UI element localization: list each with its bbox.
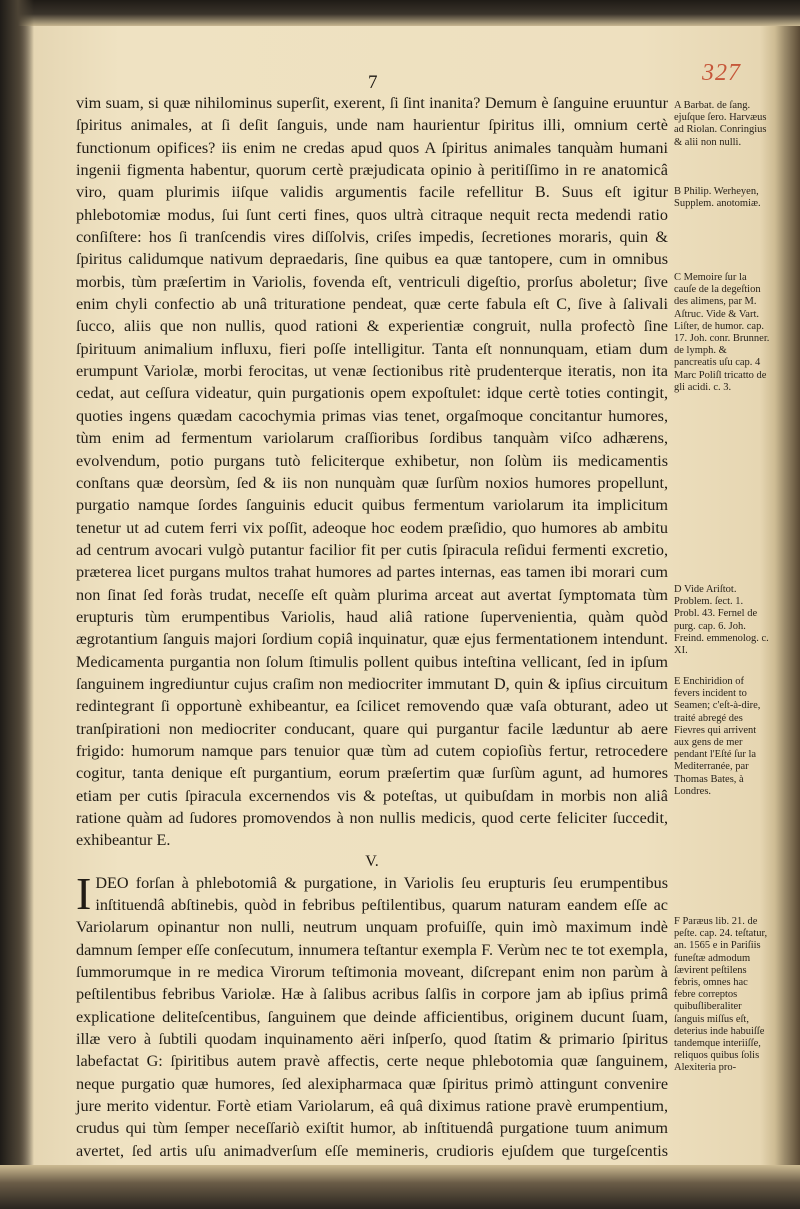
top-page-edge <box>0 0 800 26</box>
paragraph-section-v <box>76 867 668 1185</box>
main-text-column <box>76 92 668 1185</box>
margin-note-b: B Philip. Werheyen, Supplem. anotomiæ. <box>674 186 761 210</box>
margin-note-f: F Paræus lib. 21. de peſte. cap. 24. teſtatur, an. 1565 e in Pariſiis funeſtæ admodum ſævirent peſtilens febris, omnes hac febre correptos quibuſliberaliter ſanguis miſſus eſt, deterius inde habuiſſe tandemque interiiſſe, reliquos quibus ſolis Alexiteria pro- <box>674 916 768 1074</box>
margin-note-e: E Enchiridion of fevers incident to Seamen; c'eſt-à-dire, traité abregé des Fievres qui arrivent aux gens de mer pendant l'Eſté ſur la Mediterranée, par Thomas Bates, à Londres. <box>674 676 761 797</box>
margin-note-d: D Vide Ariſtot. Problem. ſect. 1. Probl. 43. Fernel de purg. cap. 6. Joh. Freind. emmenolog. c. XI. <box>674 584 769 657</box>
book-gutter <box>0 0 34 1209</box>
margin-note-c: C Memoire ſur la cauſe de la degeſtion des alimens, par M. Aſtruc. Vide & Vart. Liſter, de humor. cap. 17. Joh. conr. Brunner. de lymph. & pancreatis uſu cap. 4 Marc Poliſl tricatto de gli acidi. c. 3. <box>674 272 770 393</box>
page-number: 7 <box>368 72 378 93</box>
handwritten-folio-number: 327 <box>702 60 741 86</box>
bottom-page-edge <box>0 1165 800 1209</box>
paragraph-section-v-text: DEO forſan à phlebotomiâ & purgatione, in Variolis ſeu erupturis ſeu erumpentibus inſtituendâ abſtinebis, quòd in febribus peſtilentibus, quarum naturam eandem eſſe ac Variolarum opinantur non nulli, neutrum unquam profuiſſe, quin imò maximum indè damnum ſemper eſſe conſecutum, innumera teſtantur exempla F. Verùm nec te tot exempla, ſummorumque in re medica Virorum teſtimonia moveant, diſcrepant enim non parùm à peſtilentibus febribus Variolæ. Hæ à ſalibus acribus ſalſis in corpore jam ab ipſius primâ explicatione delitеſcentibus, ſanguinem que deinde afficientibus, originem ducunt ſuam, illæ vero à ſubtili quodam inquinamento aëri inſperſo, quod ſtatim & primario ſpiritus labefactat G: ſpiritibus autem pravè affectis, certe neque phlebotomia quæ ſanguinem, neque purgatio quæ humores, ſed alexipharmaca quæ ſpiritus primò attingunt convenire jure merito videntur. Fortè etiam Variolarum, eâ quâ diximus ratione pravè erumpentium, crudus qui tùm ſemper neceſſariò exiſtit humor, ab inſtituendâ purgatione tuum animum avertet, ſed artis uſu animadverſum eſſe memineris, crudioris ejuſdem que turgeſcentis <box>76 873 668 1160</box>
paragraph-phlebotomy-purgation: vim suam, si quæ nihilominus superſit, exerent, ſi ſint inanita? Demum è ſanguine eruuntur ſpiritus animales, at ſi deſit ſanguis, unde nam haurientur ſpiritus illi, omnium certè functionum opifices? iis enim ne credas apud quos A ſpiritus animales tanquàm humani ingenii figmenta habentur, quorum certè præjudicata opinio à peritiſſimo in re anatomicâ viro, quam plurimis iiſque validis argumentis facile refellitur B. Suus eſt igitur phlebotomiæ modus, ſui ſunt certi fines, quos ultrà citraque nequit recta medendi ratio conſiſtere: hos ſi tranſcendis vires diſſolvis, criſes impedis, ſecretiones moraris, quin & ſpiritus calidumque nativum depraedaris, ſine quibus ea quæ tantopere, cum in omnibus morbis, tùm præſertim in Variolis, fovenda eſt, ventriculi digeſtio, prorſus aboletur; ſive enim chyli confectio ab unâ trituratione pendeat, quæ certe fabula eſt C, ſive à ſalivali ſucco, aliis que non nullis, quod rationi & experientiæ congruit, nulla profectò ſine ſpirituum animalium influxu, fieri poſſe intelligitur. Tanta eſt nonnunquam, etiam dum erumpunt Variolæ, morbi ferocitas, ut venæ ſectionibus ritè prudenterque iteratis, non ita cedat, aut ceſſura videatur, quin purgationis opem expoſtulet: idque certè toties contingit, quoties ingens quædam cacochymia primas vias tenet, orgaſmoque concitantur humores, tùm enim ad fermentum variolarum craſſioribus ſordibus tanquàm viſco adhærens, evolvendum, potio purgans tutò feliciterque exhibetur, non ſolùm iis medicamentis conſtans quæ deorsùm, ſed & iis non nunquàm quæ ſurſùm noxios humores propellunt, purgatio namque ſordes ſanguinis educit quibus fermentum variolarum ita implicitum tenetur ut ad cutem ferri vix poſſit, adeoque hoc eodem præſidio, quo humores ab ambitu ad centrum avocari vulgò putantur facilior fit per cutis ſpiracula reſidui fermenti excretio, præterea licet purgans multos trahat humores ad partes internas, eas tamen ibi morari cum non ſinat ſed foràs trudat, neceſſe eſt quàm plurima arceat aut avertat ſymptomata tùm erupturis tùm erumpentibus Variolis, haud aliâ ratione ſupervenientia, quàm quòd ægrotantium ſanguis majori ſordium copiâ inquinatur, quæ ejus fermentationem intendunt. Medicamenta purgantia non ſolum ſtimulis pollent quibus inteſtina vellicant, ſed in ipſum ſanguinem ingrediuntur cujus craſim non mediocriter immutant D, quin & ipſius circuitum redintegrant ſi opportunè exhibeantur, ea ſcilicet removendo quæ vaſa obturant, adeo ut tranſpirationi non mediocriter conducant, quare qui purgantur facile læduntur ab aere frigido: humorum namque pars tenuior quæ tùm ad cutem copioſiùs fertur, retrocedere cogitur, tanta denique eſt purgantium, eorum præſertim quæ ſurſùm agunt, ad humores etiam per cutis ſpiracula excernendos vis & poteſtas, ut quibuſdam in morbis non aliâ ratione quàm ad ſudores promovendos à non nullis medicis, quod certe feliciter ſuccedit, exhibeantur E. <box>76 94 668 850</box>
section-heading: V. <box>365 852 379 870</box>
margin-note-a: A Barbat. de ſang. ejuſque ſero. Harvæus ad Riolan. Conringius & alii non nulli. <box>674 100 767 148</box>
dropcap-initial: I <box>76 867 92 919</box>
